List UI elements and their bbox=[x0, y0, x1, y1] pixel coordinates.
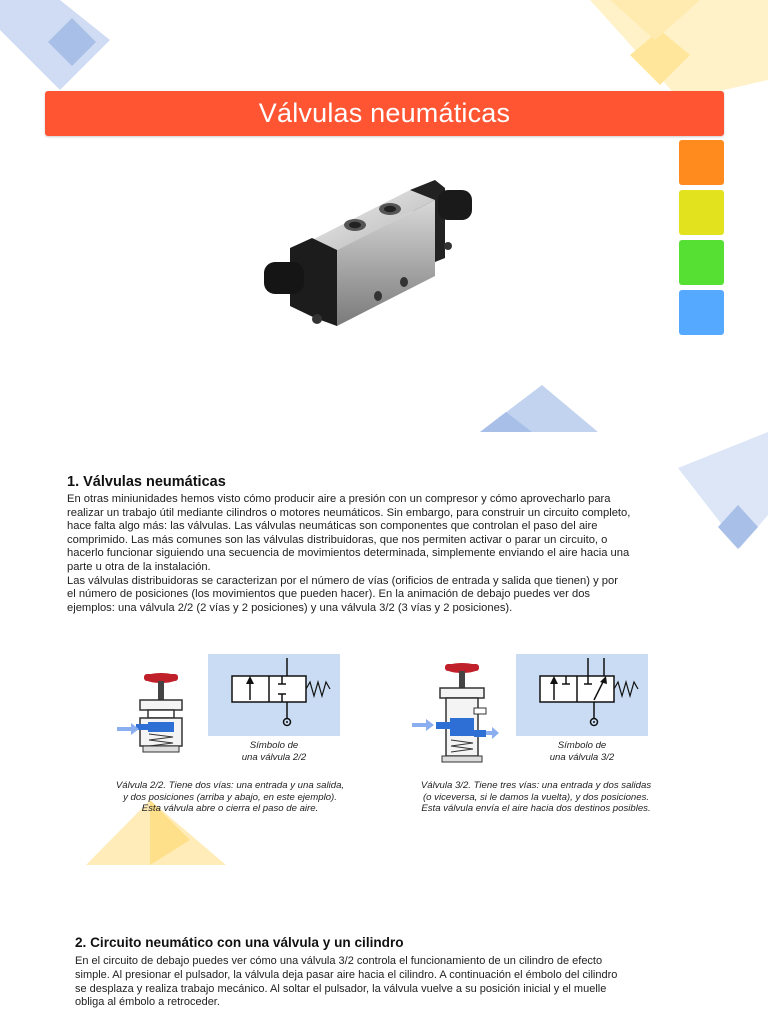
section2-heading: 2. Circuito neumático con una válvula y un cilindro bbox=[75, 935, 404, 950]
section1-paragraph bbox=[67, 493, 630, 615]
valve-32-illustration bbox=[410, 660, 500, 768]
paragraph-line: el número de posiciones (los movimientos que pueden hacer). En la animación de debajo puedes ver dos bbox=[67, 588, 591, 601]
caption-line: Esta válvula envía el aire hacia dos destinos posibles. bbox=[421, 803, 651, 815]
paragraph-line: parte u otra de la instalación. bbox=[67, 560, 211, 573]
paragraph-line: hacerlo funcionar siguiendo una secuencia de movimientos determinada, simplemente enviando el aire hacia una bbox=[67, 547, 630, 560]
caption-line: Válvula 3/2. Tiene tres vías: una entrada y dos salidas bbox=[420, 780, 652, 791]
valve-22-caption bbox=[80, 780, 380, 815]
tab-blue[interactable] bbox=[679, 290, 724, 335]
caption-line: Esta válvula abre o cierra el paso de aire. bbox=[141, 803, 319, 815]
paragraph-line: En otras miniunidades hemos visto cómo producir aire a presión con un compresor y cómo aprovecharlo para bbox=[67, 493, 611, 505]
valve-22-symbol-box bbox=[208, 654, 340, 736]
symbol-label-line: una válvula 2/2 bbox=[241, 751, 307, 763]
tab-orange[interactable] bbox=[679, 140, 724, 185]
section1-heading: 1. Válvulas neumáticas bbox=[67, 474, 226, 490]
tab-green[interactable] bbox=[679, 240, 724, 285]
symbol-label-line: una válvula 3/2 bbox=[549, 751, 615, 763]
caption-line: Válvula 2/2. Tiene dos vías: una entrada y una salida, bbox=[115, 780, 345, 791]
caption-line: (o viceversa, si le damos la vuelta), y dos posiciones. bbox=[422, 791, 650, 803]
paragraph-line: realizar un trabajo útil mediante cilindros o motores neumáticos. Sin embargo, para construir un circuito completo, bbox=[67, 506, 631, 519]
caption-line: y dos posiciones (arriba y abajo, en este ejemplo). bbox=[123, 791, 337, 803]
paragraph-line: En el circuito de debajo puedes ver cómo una válvula 3/2 controla el funcionamiento de un cilindro de efecto bbox=[75, 955, 603, 967]
valve-22-symbol bbox=[208, 654, 340, 736]
pneumatic-valve-image bbox=[260, 178, 490, 330]
valve-32-caption bbox=[386, 780, 686, 815]
tab-yellow[interactable] bbox=[679, 190, 724, 235]
valve-32-symbol-box bbox=[516, 654, 648, 736]
paragraph-line: ejemplos: una válvula 2/2 (2 vías y 2 posiciones) y una válvula 3/2 (3 vías y 2 posiciones). bbox=[67, 601, 513, 614]
paragraph-line: Las válvulas distribuidoras se caracterizan por el número de vías (orificios de entrada y salida que tienen) y por bbox=[67, 574, 618, 587]
valve-22-illustration bbox=[115, 670, 195, 765]
paragraph-line: comprimido. Las más comunes son las válvulas distribuidoras, que nos permiten activar o parar un circuito, o bbox=[67, 533, 608, 546]
valve-32-symbol-label bbox=[528, 740, 636, 763]
page-title: Válvulas neumáticas bbox=[258, 98, 511, 128]
symbol-label-line: Símbolo de bbox=[557, 740, 607, 751]
paragraph-line: obliga al émbolo a retroceder. bbox=[75, 996, 220, 1009]
valve-22-symbol-label bbox=[220, 740, 328, 763]
paragraph-line: simple. Al presionar el pulsador, la válvula deja pasar aire hacia el cilindro. A continuación el émbolo del cilindro bbox=[75, 968, 618, 981]
symbol-label-line: Símbolo de bbox=[249, 740, 299, 751]
page-title-bar bbox=[45, 91, 724, 136]
section2-paragraph bbox=[75, 955, 617, 1010]
paragraph-line: se desplaza y realiza trabajo mecánico. Al soltar el pulsador, la válvula vuelve a su posición inicial y el muelle bbox=[75, 982, 607, 995]
paragraph-line: hace falta algo más: las válvulas. Las válvulas neumáticas son componentes que controlan el paso del aire bbox=[67, 520, 598, 533]
valve-32-symbol bbox=[516, 654, 648, 736]
